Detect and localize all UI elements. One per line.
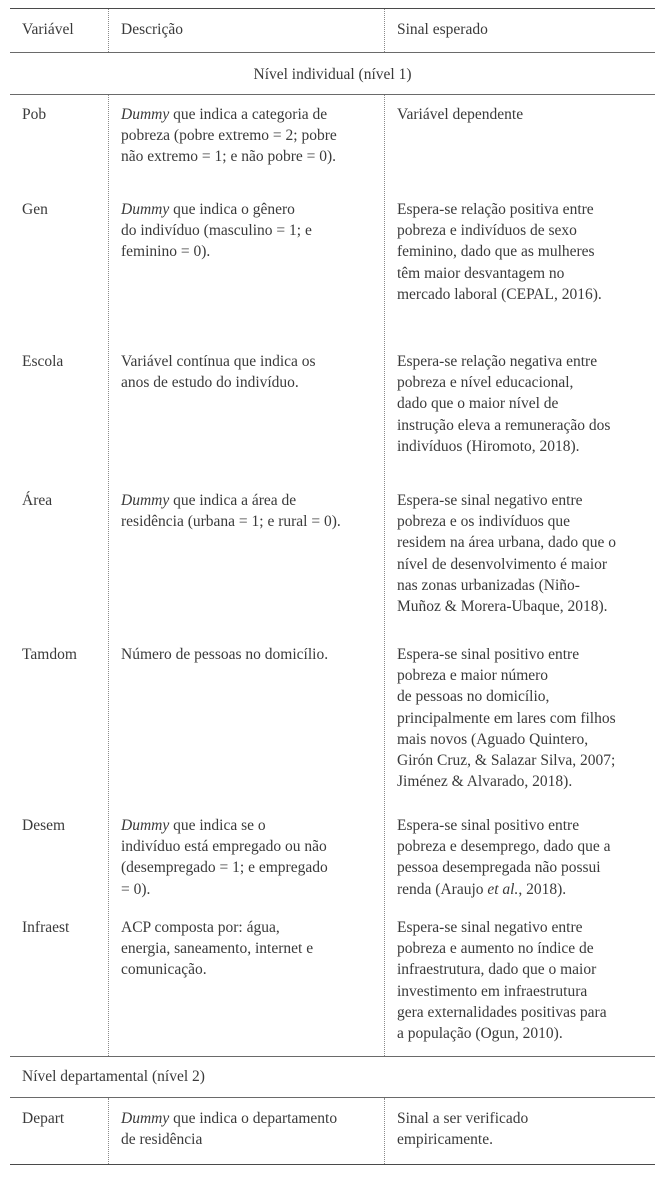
line-text: não extremo = 1; e não pobre = 0). — [121, 148, 337, 166]
line-text: investimento em infraestrutura — [397, 982, 588, 1000]
line-text: de pessoas no domicílio, — [397, 688, 550, 706]
description-line — [121, 1108, 337, 1129]
description-line — [121, 815, 328, 836]
variable-name-tamdom: Tamdom — [22, 646, 77, 663]
line-text: pobreza e maior número — [397, 667, 549, 685]
line-text: comunicação. — [121, 961, 207, 979]
description-pob — [121, 104, 337, 168]
line-text: Variável contínua que indica os — [121, 353, 316, 370]
variables-table — [10, 0, 655, 1181]
description-line — [121, 146, 337, 167]
col-separator-1 — [108, 95, 109, 1056]
description-line — [121, 879, 328, 900]
line-text: pobreza e desemprego, dado que a — [397, 838, 611, 856]
line-text: Girón Cruz, & Salazar Silva, 2007; — [397, 752, 616, 770]
table-bottom-rule — [10, 1164, 655, 1165]
line-text: Espera-se sinal negativo entre — [397, 919, 583, 936]
expected-sign-line — [397, 554, 616, 575]
line-text: pobreza (pobre extremo = 2; pobre — [121, 127, 337, 145]
description-line — [121, 938, 313, 959]
line-text: que indica se o — [169, 817, 266, 834]
expected-sign-line — [397, 729, 616, 750]
expected-sign-line — [397, 1002, 607, 1023]
table-top-rule — [10, 8, 655, 9]
emphasis-text: Dummy — [121, 106, 170, 123]
line-text: do indivíduo (masculino = 1; e — [121, 222, 312, 240]
expected-sign-line — [397, 220, 602, 241]
expected-sign-line — [397, 263, 602, 284]
expected-sign-line — [397, 836, 610, 857]
line-text: que indica o gênero — [169, 201, 295, 218]
description-line — [121, 220, 312, 241]
col-separator-1 — [108, 1098, 109, 1164]
description-area — [121, 490, 341, 532]
description-line — [121, 836, 328, 857]
line-text: dado que o maior nível de — [397, 395, 559, 413]
line-text: Espera-se sinal negativo entre — [397, 492, 583, 509]
section-title-individual: Nível individual (nível 1) — [253, 66, 412, 83]
expected-sign-line — [397, 104, 523, 125]
line-text: Espera-se relação positiva entre — [397, 201, 594, 218]
description-line — [121, 959, 313, 980]
expected-sign-line — [397, 644, 616, 665]
line-text: que indica a categoria de — [169, 106, 328, 123]
line-text: Jiménez & Alvarado, 2018). — [397, 773, 573, 791]
expected-sign-line — [397, 241, 602, 262]
line-text: pobreza e indivíduos de sexo — [397, 222, 577, 240]
expected-sign-line — [397, 596, 616, 617]
emphasis-text: Dummy — [121, 492, 170, 509]
description-gen — [121, 199, 312, 263]
expected-sign-depart — [397, 1108, 528, 1150]
description-desem — [121, 815, 328, 900]
line-text: pobreza e aumento no índice de — [397, 940, 594, 958]
line-text: mais novos (Aguado Quintero, — [397, 730, 589, 748]
line-text: Espera-se relação negativa entre — [397, 353, 598, 370]
expected-sign-line — [397, 372, 610, 393]
expected-sign-line — [397, 490, 616, 511]
line-text: Número de pessoas no domicílio. — [121, 646, 329, 663]
emphasis-text: Dummy — [121, 201, 170, 218]
line-text: Sinal a ser verificado — [397, 1110, 529, 1127]
line-text: energia, saneamento, internet e — [121, 940, 314, 958]
expected-sign-line — [397, 857, 610, 878]
line-text: pobreza e nível educacional, — [397, 374, 574, 392]
expected-sign-line — [397, 917, 607, 938]
expected-sign-line — [397, 771, 616, 792]
line-text: nas zonas urbanizadas (Niño- — [397, 576, 580, 594]
line-text: a população (Ogun, 2010). — [397, 1025, 563, 1043]
line-text: = 0). — [121, 880, 151, 898]
expected-sign-line — [397, 393, 610, 414]
line-text: Muñoz & Morera-Ubaque, 2018). — [397, 598, 608, 616]
expected-sign-line — [397, 284, 602, 305]
expected-sign-line — [397, 708, 616, 729]
col-separator-2 — [384, 9, 385, 52]
description-line — [121, 125, 337, 146]
expected-sign-line — [397, 815, 610, 836]
expected-sign-line — [397, 532, 616, 553]
col-separator-1 — [108, 9, 109, 52]
header-description: Descrição — [121, 21, 183, 38]
expected-sign-line — [397, 981, 607, 1002]
line-text: , 2018). — [518, 880, 567, 898]
description-line — [121, 372, 316, 393]
line-text: que indica a área de — [169, 492, 297, 509]
expected-sign-line — [397, 959, 607, 980]
expected-sign-line — [397, 1108, 528, 1129]
variable-name-depart: Depart — [22, 1110, 65, 1127]
description-line — [121, 199, 312, 220]
variable-name-pob: Pob — [22, 106, 47, 123]
description-line — [121, 857, 328, 878]
line-text: nível de desenvolvimento é maior — [397, 555, 608, 573]
description-line — [121, 351, 316, 372]
line-text: feminino, dado que as mulheres — [397, 243, 595, 261]
line-text: Variável dependente — [397, 106, 524, 123]
expected-sign-line — [397, 879, 610, 900]
description-line — [121, 1129, 337, 1150]
section-individual-rule — [10, 94, 655, 95]
line-text: empiricamente. — [397, 1131, 493, 1149]
description-tamdom — [121, 644, 328, 665]
expected-sign-line — [397, 1129, 528, 1150]
line-text: que indica o departamento — [169, 1110, 338, 1127]
section-departmental-rule — [10, 1097, 655, 1098]
line-text: renda (Araujo — [397, 880, 488, 898]
expected-sign-desem — [397, 815, 610, 900]
line-text: gera externalidades positivas para — [397, 1003, 607, 1021]
description-depart — [121, 1108, 337, 1150]
variable-name-area: Área — [22, 492, 53, 509]
variable-name-escola: Escola — [22, 353, 64, 370]
expected-sign-pob — [397, 104, 523, 125]
expected-sign-line — [397, 415, 610, 436]
expected-sign-line — [397, 436, 610, 457]
line-text: instrução eleva a remuneração dos — [397, 416, 611, 434]
line-text: Espera-se sinal positivo entre — [397, 817, 580, 834]
line-text: residem na área urbana, dado que o — [397, 534, 617, 552]
line-text: ACP composta por: água, — [121, 919, 280, 936]
section-title-departmental: Nível departamental (nível 2) — [22, 1068, 205, 1085]
col-separator-2 — [384, 95, 385, 1056]
emphasis-text: Dummy — [121, 1110, 170, 1127]
expected-sign-gen — [397, 199, 602, 305]
line-text: têm maior desvantagem no — [397, 264, 565, 282]
description-line — [121, 644, 328, 665]
line-text: indivíduos (Hiromoto, 2018). — [397, 437, 580, 455]
variable-name-gen: Gen — [22, 201, 48, 218]
line-text: residência (urbana = 1; e rural = 0). — [121, 513, 341, 531]
description-line — [121, 104, 337, 125]
expected-sign-line — [397, 750, 616, 771]
expected-sign-line — [397, 1023, 607, 1044]
expected-sign-area — [397, 490, 616, 617]
line-text: principalmente em lares com filhos — [397, 709, 616, 727]
line-text: (desempregado = 1; e empregado — [121, 859, 328, 877]
description-escola — [121, 351, 316, 393]
line-text: feminino = 0). — [121, 243, 211, 261]
header-variable: Variável — [22, 21, 74, 38]
header-bottom-rule — [10, 52, 655, 53]
description-line — [121, 490, 341, 511]
line-text: pessoa desempregada não possui — [397, 859, 601, 877]
description-line — [121, 241, 312, 262]
line-text: indivíduo está empregado ou não — [121, 838, 327, 856]
expected-sign-line — [397, 938, 607, 959]
variable-name-desem: Desem — [22, 817, 66, 834]
line-text: mercado laboral (CEPAL, 2016). — [397, 285, 602, 303]
expected-sign-escola — [397, 351, 610, 457]
expected-sign-line — [397, 351, 610, 372]
expected-sign-line — [397, 511, 616, 532]
expected-sign-infraest — [397, 917, 607, 1044]
expected-sign-line — [397, 686, 616, 707]
variable-name-infraest: Infraest — [22, 919, 70, 936]
line-text: pobreza e os indivíduos que — [397, 513, 571, 531]
line-text: Espera-se sinal positivo entre — [397, 646, 580, 663]
description-line — [121, 917, 313, 938]
emphasis-text: Dummy — [121, 817, 170, 834]
col-separator-2 — [384, 1098, 385, 1164]
line-text: de residência — [121, 1131, 203, 1149]
description-infraest — [121, 917, 313, 981]
expected-sign-line — [397, 575, 616, 596]
description-line — [121, 511, 341, 532]
expected-sign-tamdom — [397, 644, 616, 792]
line-text: anos de estudo do indivíduo. — [121, 374, 299, 392]
header-expected-sign: Sinal esperado — [397, 21, 488, 38]
line-text: infraestrutura, dado que o maior — [397, 961, 597, 979]
expected-sign-line — [397, 199, 602, 220]
emphasis-text: et al. — [487, 880, 519, 898]
section-departmental-top-rule — [10, 1056, 655, 1057]
expected-sign-line — [397, 665, 616, 686]
